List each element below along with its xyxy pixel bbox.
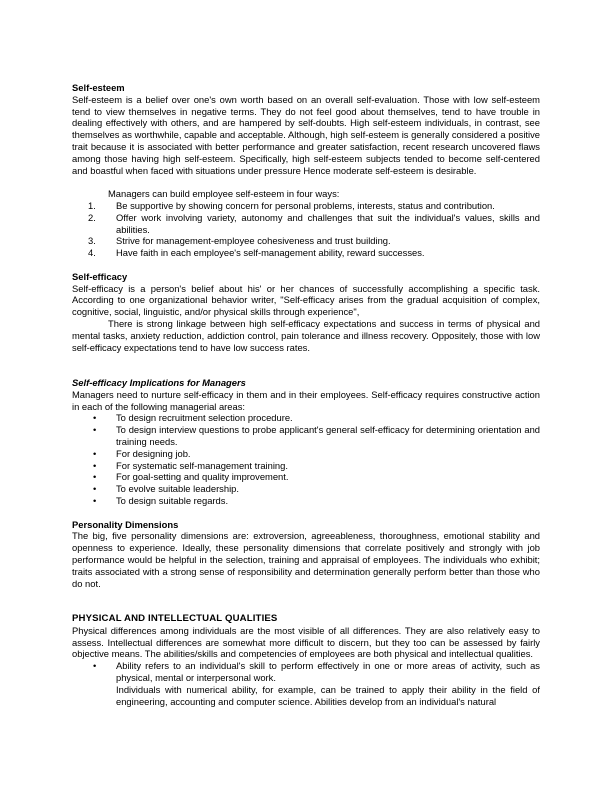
spacer xyxy=(72,176,540,188)
paragraph-self-efficacy-implications: Managers need to nurture self-efficacy in them and in their employees. Self-efficacy requires constructive action in each of the following managerial areas: xyxy=(72,388,540,412)
paragraph-self-efficacy-2: There is strong linkage between high self-efficacy expectations and success in terms of physical and mental tasks, anxiety reduction, addiction control, pain tolerance and illness recovery. Oppositely, those with low self-efficacy expectations tend to have low success rates. xyxy=(72,317,540,353)
document-content xyxy=(72,82,540,707)
list-item-text: To design interview questions to probe applicant's general self-efficacy for determining orientation and training needs. xyxy=(116,424,540,447)
list-item xyxy=(72,483,540,495)
list-item xyxy=(72,212,540,236)
spacer xyxy=(72,589,540,601)
spacer xyxy=(72,601,540,613)
bullet-icon: • xyxy=(93,660,97,672)
list-item xyxy=(72,660,540,707)
list-item xyxy=(72,235,540,247)
paragraph-physical-and-intellectual-qualities: Physical differences among individuals are the most visible of all differences. They are also relatively easy to assess. Intellectual differences are somewhat more difficult to discern, but they too can be assessed by fairly objective means. The abilities/skills and competencies of employees are both physical and intellectual qualities. xyxy=(72,624,540,660)
bullet-icon: • xyxy=(93,459,97,471)
list-item xyxy=(72,247,540,259)
bullet-icon: • xyxy=(93,424,97,436)
list-item xyxy=(72,448,540,460)
list-intro-self-esteem: Managers can build employee self-esteem in four ways: xyxy=(108,188,340,200)
bullet-list-implications xyxy=(72,412,540,506)
heading-physical-and-intellectual-qualities: PHYSICAL AND INTELLECTUAL QUALITIES xyxy=(72,613,278,625)
list-item-text: Strive for management-employee cohesiveness and trust building. xyxy=(116,235,391,247)
spacer xyxy=(72,353,540,365)
list-item-text: For goal-setting and quality improvement. xyxy=(116,471,289,483)
list-item xyxy=(72,495,540,507)
list-item-text: For designing job. xyxy=(116,447,191,459)
list-item xyxy=(72,200,540,212)
list-item-text: Be supportive by showing concern for personal problems, interests, status and contribution. xyxy=(116,199,495,211)
list-item-text: To evolve suitable leadership. xyxy=(116,483,239,495)
paragraph-self-efficacy-1: Self-efficacy is a person's belief about his' or her chances of successfully accomplishing a specific task. According to one organizational behavior writer, "Self-efficacy arises from the gradual acquisition of complex, cognitive, social, linguistic, and/or physical skills through experience", xyxy=(72,282,540,318)
list-item-text: For systematic self-management training. xyxy=(116,459,288,471)
list-item xyxy=(72,471,540,483)
bullet-icon: • xyxy=(93,412,97,424)
bullet-list-qualities xyxy=(72,660,540,707)
spacer xyxy=(72,365,540,377)
list-item xyxy=(72,424,540,448)
spacer xyxy=(72,507,540,519)
heading-self-efficacy: Self-efficacy xyxy=(72,270,128,282)
list-item-sub-paragraph: Individuals with numerical ability, for example, can be trained to apply their ability in the field of engineering, accounting and computer science. Abilities develop from an individual's natural xyxy=(116,683,540,707)
list-marker: 2. xyxy=(88,211,96,223)
list-item-text: To design suitable regards. xyxy=(116,494,229,506)
bullet-icon: • xyxy=(93,483,97,495)
heading-self-efficacy-implications: Self-efficacy Implications for Managers xyxy=(72,376,246,388)
heading-personality-dimensions: Personality Dimensions xyxy=(72,518,179,530)
list-item xyxy=(72,460,540,472)
list-item-text: To design recruitment selection procedure. xyxy=(116,412,293,424)
list-item-text: Ability refers to an individual's skill to perform effectively in one or more areas of activity, such as physical, mental or interpersonal work. xyxy=(116,660,540,684)
numbered-list-self-esteem xyxy=(72,200,540,259)
list-item-text: Offer work involving variety, autonomy and challenges that suit the individual's values, skills and abilities. xyxy=(116,211,540,235)
bullet-icon: • xyxy=(93,471,97,483)
list-item xyxy=(72,412,540,424)
list-marker: 4. xyxy=(88,247,96,259)
list-item-text: Have faith in each employee's self-management ability, reward successes. xyxy=(116,247,425,259)
list-marker: 1. xyxy=(88,199,96,211)
bullet-icon: • xyxy=(93,494,97,506)
bullet-icon: • xyxy=(93,447,97,459)
heading-self-esteem: Self-esteem xyxy=(72,82,125,93)
list-marker: 3. xyxy=(88,235,96,247)
paragraph-self-esteem: Self-esteem is a belief over one's own worth based on an overall self-evaluation. Those with low self-esteem tend to view themselves in negative terms. They do not feel good about themselves, tend to have trouble in dealing effectively with others, and are hampered by self-doubts. High self-esteem individuals, in contrast, see themselves as worthwhile, capable and acceptable. Although, high self-esteem is generally considered a positive trait because it is associated with better performance and greater satisfaction, recent research uncovered flaws among those having high self-esteem. Specifically, high self-esteem subjects tended to become self-centered and boastful when faced with situations under pressure Hence moderate self-esteem is desirable. xyxy=(72,93,540,176)
paragraph-personality-dimensions: The big, five personality dimensions are: extroversion, agreeableness, thoroughness, emotional stability and openness to experience. Ideally, these personality dimensions that correlate positively and strongly with job performance would be helpful in the selection, training and appraisal of employees. The individuals who exhibit; traits associated with a strong sense of responsibility and determination generally perform better than those who do not. xyxy=(72,530,540,589)
spacer xyxy=(72,259,540,271)
